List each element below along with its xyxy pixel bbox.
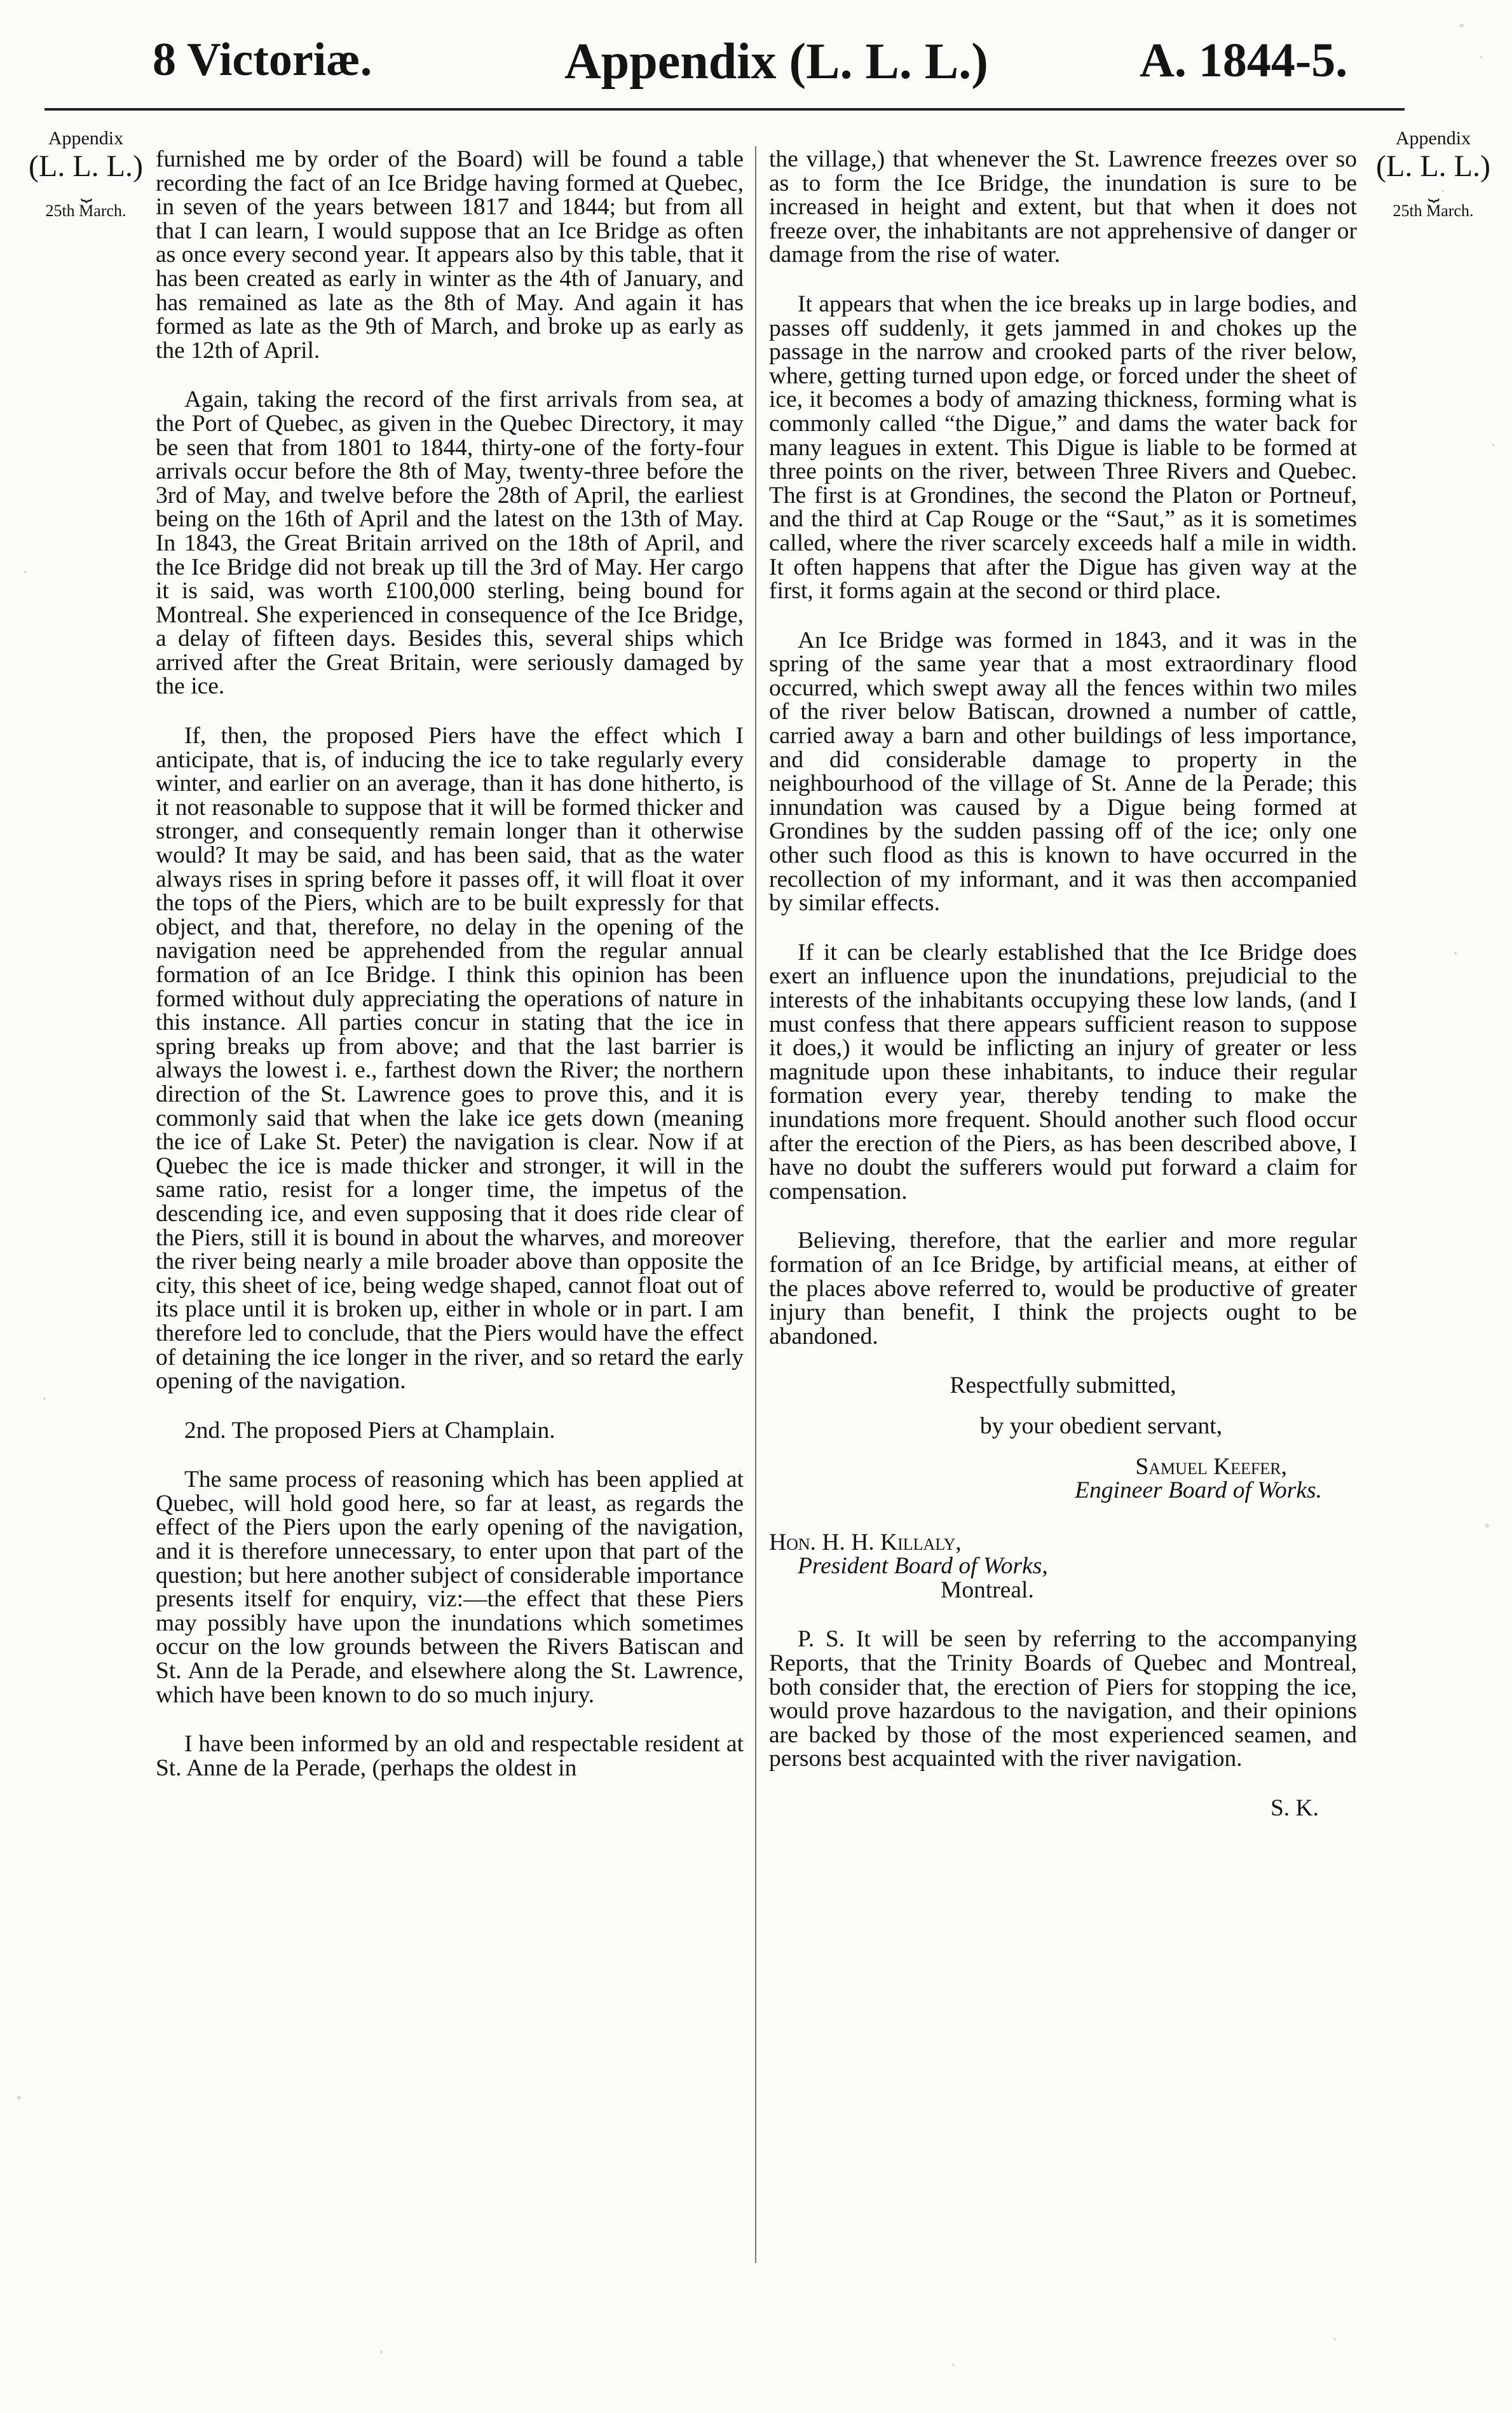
margin-date: 25th March. xyxy=(45,202,126,220)
right-margin-note xyxy=(1373,127,1494,222)
paragraph: the village,) that whenever the St. Lawrence freezes over so as to form the Ice Bridge, the inundation is sure to be increased in height and extent, but that when it does not freeze over, the inhabitants are not apprehensive of danger or damage from the rise of water. xyxy=(769,146,1357,268)
section-heading: 2nd. The proposed Piers at Champlain. xyxy=(184,1417,555,1444)
year-label: A. 1844-5. xyxy=(1140,34,1348,87)
signature-title: Engineer Board of Works. xyxy=(1075,1477,1322,1504)
column-divider xyxy=(755,146,756,2263)
paragraph: The same process of reasoning which has been applied at Quebec, will hold good here, so far at least, as regards the effect of the Piers upon the early opening of the navigation, and it is therefore unnecessary, to enter upon that part of the question; but here another subject of considerable importance presents itself for enquiry, viz:—the effect that these Piers may possibly have upon the inundations which sometimes occur on the low grounds between the Rivers Batiscan and St. Ann de la Perade, and elsewhere along the St. Lawrence, which have been known to do so much injury. xyxy=(156,1466,744,1708)
initials: S. K. xyxy=(1270,1795,1319,1822)
addressee-name: Hon. H. H. Killaly, xyxy=(769,1529,962,1555)
closing-servant: by your obedient servant, xyxy=(979,1412,1223,1439)
paragraph: It appears that when the ice breaks up in large bodies, and passes off suddenly, it gets jammed in and chokes up the passage in the narrow and crooked parts of the river below, where, getting turned upon edge, or forced under the sheet of ice, it becomes a body of amazing thickness, forming what is commonly called “the Digue,” and dams the water back for many leagues in extent. This Digue is liable to be formed at three points on the river, between Three Rivers and Quebec. The first is at Grondines, the second the Platon or Portneuf, and the third at Cap Rouge or the “Saut,” as it is sometimes called, where the river scarcely exceeds half a mile in width. It often happens that after the Digue has given way at the first, it forms again at the second or third place. xyxy=(769,291,1357,605)
paragraph: Believing, therefore, that the earlier and more regular formation of an Ice Bridge, by artificial means, at either of the places above referred to, would be productive of greater injury than benefit, I think the projects ought to be abandoned. xyxy=(769,1227,1357,1350)
margin-brace: ⏟ xyxy=(1428,181,1438,202)
margin-brace: ⏟ xyxy=(81,181,91,202)
paragraph: An Ice Bridge was formed in 1843, and it was in the spring of the same year that a most extraordinary flood occurred, which swept away all the fences within two miles of the river below Batiscan, drowned a number of cattle, carried away a barn and other buildings of less importance, and did considerable damage to property in the neighbourhood of the village of St. Anne de la Perade; this innundation was caused by a Digue being formed at Grondines by the sudden passing off of the ice; only one other such flood as this is known to have occurred in the recollection of my informant, and it was then accompanied by similar effects. xyxy=(769,627,1357,917)
header-rule xyxy=(44,108,1405,111)
addressee-city: Montreal. xyxy=(941,1576,1034,1603)
closing-respectfully: Respectfully submitted, xyxy=(950,1372,1176,1399)
margin-appendix-label: Appendix xyxy=(48,128,124,149)
margin-appendix-letters: (L. L. L.) xyxy=(29,149,143,183)
left-column xyxy=(156,147,744,1805)
session-label: 8 Victoriæ. xyxy=(153,34,372,86)
margin-date: 25th March. xyxy=(1393,202,1474,220)
paragraph: furnished me by order of the Board) will be found a table recording the fact of an Ice Bridge having formed at Quebec, in seven of the years between 1817 and 1844; but from all that I can learn, I would suppose that an Ice Bridge as often as once every second year. It appears also by this table, that it has been created as early in winter as the 4th of January, and has remained as late as the 8th of May. And again it has formed as late as the 9th of March, and broke up as early as the 12th of April. xyxy=(156,146,744,364)
paragraph: Again, taking the record of the first arrivals from sea, at the Port of Quebec, as given in the Quebec Directory, it may be seen that from 1801 to 1844, thirty-one of the forty-four arrivals occur before the 8th of May, twenty-three before the 3rd of May, and twelve before the 28th of April, the earliest being on the 16th of April and the latest on the 13th of May. In 1843, the Great Britain arrived on the 18th of April, and the Ice Bridge did not break up till the 3rd of May. Her cargo it is said, was worth £100,000 sterling, being bound for Montreal. She experienced in consequence of the Ice Bridge, a delay of fifteen days. Besides this, several ships which arrived after the Great Britain, were seriously damaged by the ice. xyxy=(156,386,744,700)
paragraph: I have been informed by an old and respectable resident at St. Anne de la Perade, (perhaps the oldest in xyxy=(156,1731,744,1781)
paragraph: If it can be clearly established that the Ice Bridge does exert an influence upon the inundations, prejudicial to the interests of the inhabitants occupying these low lands, (and I must confess that there appears sufficient reason to suppose it does,) it would be inflicting an injury of greater or less magnitude upon these inhabitants, to induce their regular formation every year, thereby tending to make the inundations more frequent. Should another such flood occur after the erection of the Piers, as has been described above, I have no doubt the sufferers would put forward a claim for compensation. xyxy=(769,939,1357,1205)
margin-appendix-letters: (L. L. L.) xyxy=(1376,149,1490,183)
right-column xyxy=(769,147,1357,1846)
page-header xyxy=(0,33,1512,103)
left-margin-note xyxy=(25,127,146,222)
margin-appendix-label: Appendix xyxy=(1395,128,1471,149)
postscript: P. S. It will be seen by referring to the accompanying Reports, that the Trinity Boards of Quebec and Montreal, both consider that, the erection of Piers for stopping the ice, would prove hazardous to the navigation, and their opinions are backed by those of the most experienced seamen, and persons best acquainted with the river navigation. xyxy=(769,1626,1357,1772)
signature-name: Samuel Keefer, xyxy=(1135,1453,1287,1480)
paragraph: If, then, the proposed Piers have the effect which I anticipate, that is, of inducing the ice to take regularly every winter, and earlier on an average, than it has done hitherto, is it not reasonable to suppose that it will be formed thicker and stronger, and consequently remain longer than it otherwise would? It may be said, and has been said, that as the water always rises in spring before it passes off, it will float it over the tops of the Piers, which are to be built expressly for that object, and that, therefore, no delay in the opening of the navigation need be apprehended from the regular annual formation of an Ice Bridge. I think this opinion has been formed without duly appreciating the operations of nature in this instance. All parties concur in stating that the ice in spring breaks up from above; and that the last barrier is always the lowest i. e., farthest down the River; the northern direction of the St. Lawrence goes to prove this, and it is commonly said that when the lake ice gets down (meaning the ice of Lake St. Peter) the navigation is clear. Now if at Quebec the ice is made thicker and stronger, it will in the same ratio, resist for a longer time, the impetus of the descending ice, and even supposing that it does ride clear of the Piers, still it is bound in about the wharves, and moreover the river being nearly a mile broader above than opposite the city, this sheet of ice, being wedge shaped, cannot float out of its place until it is broken up, either in whole or in part. I am therefore led to conclude, that the Piers would have the effect of detaining the ice longer in the river, and so retard the early opening of the navigation. xyxy=(156,723,744,1395)
addressee-title: President Board of Works, xyxy=(798,1553,1048,1580)
appendix-title: Appendix (L. L. L.) xyxy=(564,34,988,90)
